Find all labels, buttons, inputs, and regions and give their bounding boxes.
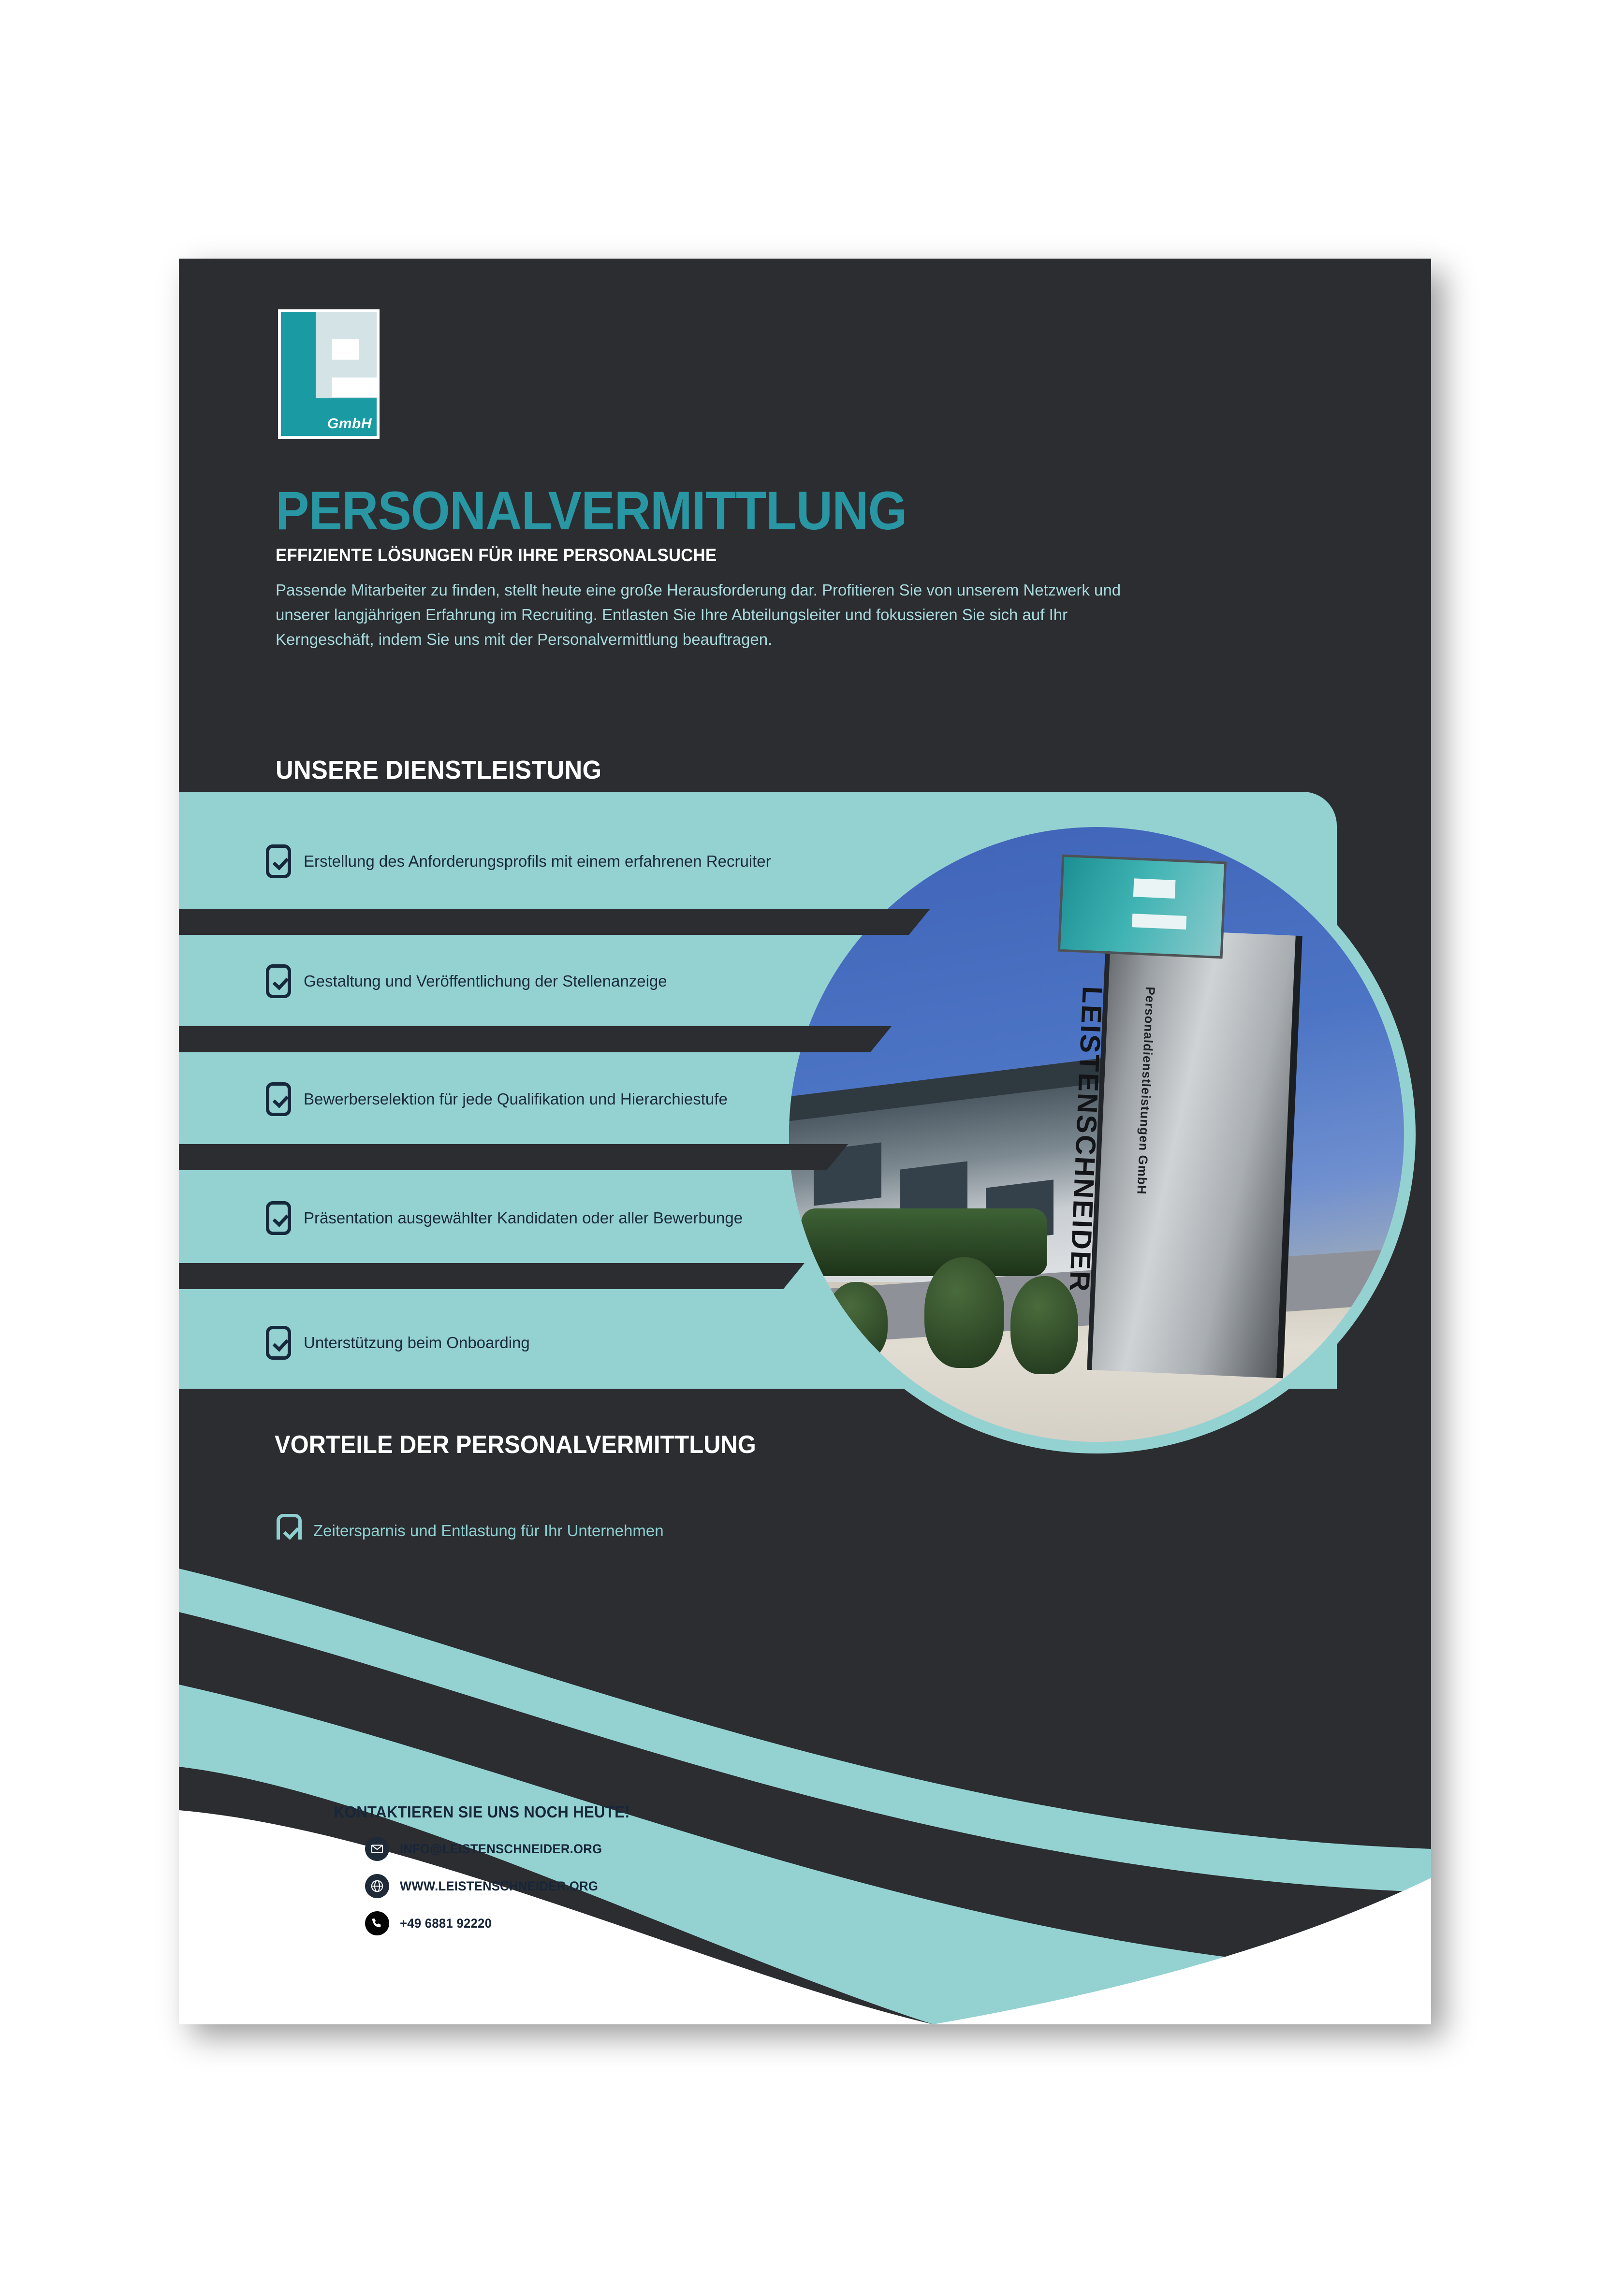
benefit-item-label: Zeitersparnis und Entlastung für Ihr Unternehmen	[313, 1522, 664, 1540]
photo-logo-plate	[1057, 854, 1226, 958]
page-subtitle: EFFIZIENTE LÖSUNGEN FÜR IHRE PERSONALSUCHE	[276, 545, 717, 565]
service-separator	[179, 1144, 827, 1170]
service-item-label: Bewerberselektion für jede Qualifikation und Hierarchiestufe	[304, 1090, 728, 1108]
service-item	[266, 1082, 991, 1116]
service-item	[266, 1201, 991, 1235]
service-item-label: Präsentation ausgewählter Kandidaten oder aller Bewerbunge	[304, 1209, 743, 1227]
services-heading: UNSERE DIENSTLEISTUNG	[276, 756, 602, 785]
service-separator	[179, 1389, 740, 1415]
contact-email-row[interactable]	[365, 1837, 613, 1861]
service-item-label: Gestaltung und Veröffentlichung der Stellenanzeige	[304, 972, 667, 990]
service-separator	[179, 1263, 783, 1289]
service-item	[266, 964, 991, 998]
photo-sign-company: LEISTENSCHNEIDER	[1063, 985, 1109, 1293]
contact-website-row[interactable]	[365, 1874, 609, 1898]
contact-email: INFO@LEISTENSCHNEIDER.ORG	[400, 1841, 602, 1856]
service-item-label: Unterstützung beim Onboarding	[304, 1334, 530, 1351]
contact-phone-row[interactable]	[365, 1911, 497, 1935]
phone-icon	[365, 1911, 389, 1935]
benefits-heading: VORTEILE DER PERSONALVERMITTLUNG	[275, 1431, 756, 1459]
checkbox-icon	[266, 1082, 291, 1116]
company-logo	[278, 309, 380, 439]
page-title: PERSONALVERMITTLUNG	[276, 480, 907, 541]
contact-heading: KONTAKTIEREN SIE UNS NOCH HEUTE!	[334, 1803, 630, 1821]
logo-notch-upper	[332, 339, 359, 360]
flyer-page	[179, 259, 1431, 2024]
logo-gmbh-label: GmbH	[327, 416, 372, 432]
decorative-waves	[179, 1540, 1431, 2024]
service-item-label: Erstellung des Anforderungsprofils mit einem erfahrenen Recruiter	[304, 852, 771, 870]
checkbox-icon	[266, 844, 291, 878]
checkbox-icon	[266, 1201, 291, 1235]
photo-sign-tagline: Personaldienstleistungen GmbH	[1134, 986, 1158, 1195]
checkbox-icon	[266, 964, 291, 998]
service-item	[266, 844, 991, 878]
contact-phone: +49 6881 92220	[400, 1916, 492, 1931]
photo-pylon-sign	[1087, 928, 1302, 1379]
globe-icon	[365, 1874, 389, 1898]
logo-inner	[281, 312, 377, 436]
envelope-icon	[365, 1837, 389, 1861]
contact-website: WWW.LEISTENSCHNEIDER.ORG	[400, 1878, 599, 1893]
logo-notch-lower	[332, 378, 377, 397]
service-separator	[179, 1026, 870, 1052]
checkbox-icon	[266, 1326, 291, 1360]
intro-paragraph: Passende Mitarbeiter zu finden, stellt heute eine große Herausforderung dar. Profitieren Sie von unserem Netzwerk und unserer langjährigen Erfahrung im Recruiting. Entlasten Sie Ihre Abteilungsleiter und fokussieren Sie sich auf Ihr Kerngeschäft, indem Sie uns mit der Personalvermittlung beauftragen.	[276, 581, 1121, 648]
service-separator	[179, 909, 909, 935]
service-item	[266, 1326, 991, 1360]
